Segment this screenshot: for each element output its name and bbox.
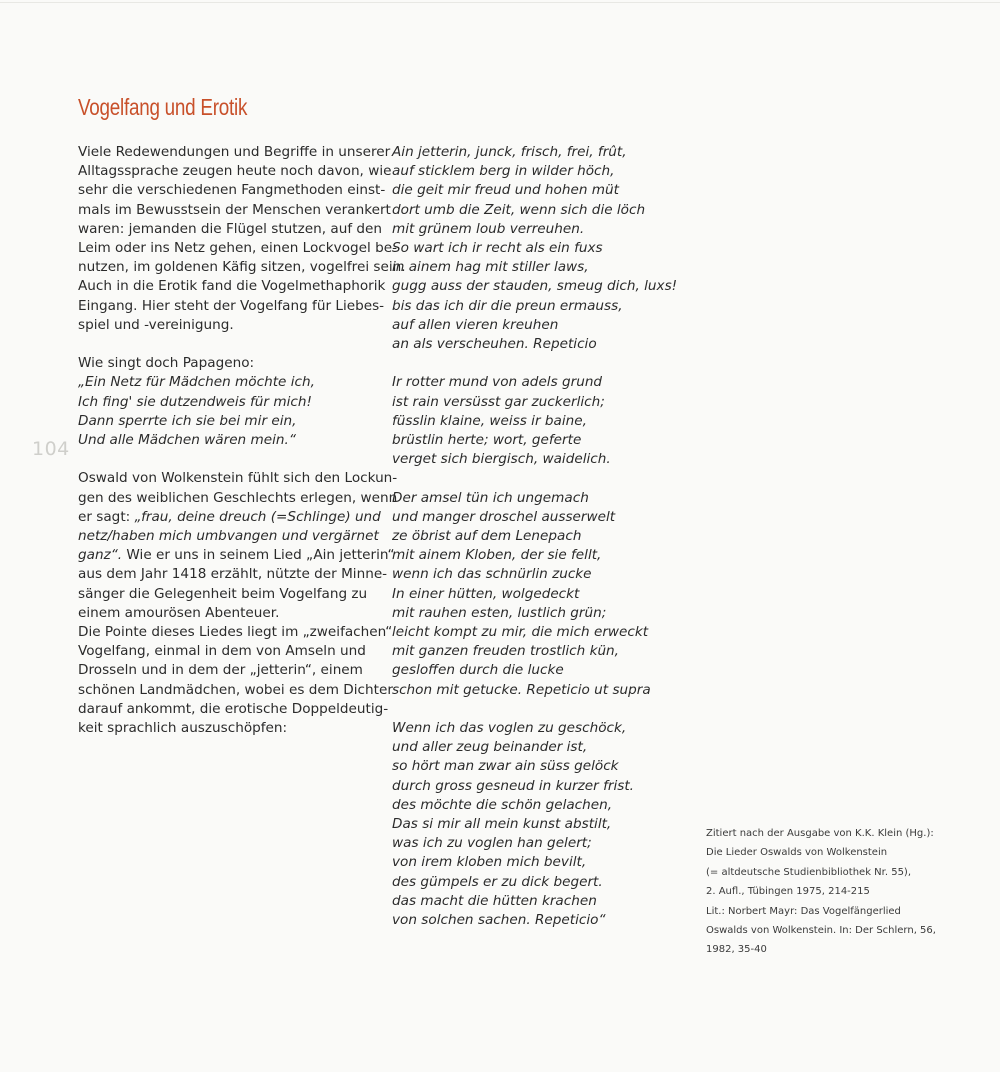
quote-run: ganz“. bbox=[78, 547, 123, 564]
poem-line: brüstlin herte; wort, geferte bbox=[392, 432, 582, 449]
text-line: Oswald von Wolkenstein fühlt sich den Lockun- bbox=[78, 470, 398, 487]
citation-line: Oswalds von Wolkenstein. In: Der Schlern, 56, bbox=[706, 925, 936, 937]
quote-run: „frau, deine dreuch (=Schlinge) und bbox=[134, 508, 381, 525]
text-run: Wie er uns in seinem Lied „Ain jetterin“ bbox=[122, 547, 395, 564]
poem-line: verget sich biergisch, waidelich. bbox=[392, 451, 611, 468]
poem-line: mit ganzen freuden trostlich kün, bbox=[392, 643, 619, 660]
poem-line: gugg auss der stauden, smeug dich, luxs! bbox=[392, 278, 678, 295]
poem-line: auf allen vieren kreuhen bbox=[392, 316, 559, 333]
poem-line: in ainem hag mit stiller laws, bbox=[392, 259, 589, 276]
poem-line: und manger droschel ausserwelt bbox=[392, 508, 616, 525]
text-line: spiel und -vereinigung. bbox=[78, 316, 234, 333]
poem-line: Der amsel tün ich ungemach bbox=[392, 489, 589, 506]
poem-line: füsslin klaine, weiss ir baine, bbox=[392, 412, 587, 429]
poem-line: an als verscheuhen. Repeticio bbox=[392, 336, 597, 353]
poem-line: ze öbrist auf dem Lenepach bbox=[392, 528, 582, 545]
quote-line: netz/haben mich umbvangen und vergärnet bbox=[78, 528, 379, 545]
poem-line: und aller zeug beinander ist, bbox=[392, 739, 588, 756]
text-line: schönen Landmädchen, wobei es dem Dichter bbox=[78, 681, 393, 698]
poem-line: So wart ich ir recht als ein fuxs bbox=[392, 240, 603, 257]
text-line: sehr die verschiedenen Fangmethoden einst- bbox=[78, 182, 386, 199]
poem-line: was ich zu voglen han gelert; bbox=[392, 835, 592, 852]
poem-stanza bbox=[392, 719, 662, 930]
wolkenstein-paragraph bbox=[78, 469, 398, 738]
poem-line: Das si mir all mein kunst abstilt, bbox=[392, 816, 612, 833]
text-line: darauf ankommt, die erotische Doppeldeutig- bbox=[78, 700, 389, 717]
text-line: Alltagssprache zeugen heute noch davon, wie bbox=[78, 163, 392, 180]
citation-line: Lit.: Norbert Mayr: Das Vogelfängerlied bbox=[706, 905, 901, 917]
quote-line: „Ein Netz für Mädchen möchte ich, bbox=[78, 374, 315, 391]
poem-line: mit rauhen esten, lustlich grün; bbox=[392, 604, 607, 621]
citation-line: 2. Aufl., Tübingen 1975, 214-215 bbox=[706, 886, 870, 898]
papageno-intro: Wie singt doch Papageno: bbox=[78, 355, 255, 372]
poem-line: ist rain versüsst gar zuckerlich; bbox=[392, 393, 605, 410]
poem-line: durch gross gesneud in kurzer frist. bbox=[392, 777, 634, 794]
poem-line: des möchte die schön gelachen, bbox=[392, 796, 613, 813]
poem-line: auf sticklem berg in wilder höch, bbox=[392, 163, 615, 180]
poem-line: das macht die hütten krachen bbox=[392, 892, 597, 909]
text-line: Viele Redewendungen und Begriffe in unserer bbox=[78, 144, 391, 160]
poem-line: wenn ich das schnürlin zucke bbox=[392, 566, 592, 583]
poem-line: schon mit getucke. Repeticio ut supra bbox=[392, 681, 651, 698]
intro-paragraph bbox=[78, 143, 406, 335]
text-line: keit sprachlich auszuschöpfen: bbox=[78, 720, 288, 737]
poem-line: die geit mir freud und hohen müt bbox=[392, 182, 619, 199]
citation-line: 1982, 35-40 bbox=[706, 944, 767, 956]
citation-note bbox=[706, 824, 986, 960]
poem-line: dort umb die Zeit, wenn sich die löch bbox=[392, 201, 646, 218]
text-line: Drosseln und in dem der „jetterin“, einem bbox=[78, 662, 363, 679]
text-line: waren: jemanden die Flügel stutzen, auf den bbox=[78, 220, 383, 237]
text-run: er sagt: bbox=[78, 508, 135, 525]
poem-line: leicht kompt zu mir, die mich erweckt bbox=[392, 624, 649, 641]
text-line: gen des weiblichen Geschlechts erlegen, wenn bbox=[78, 489, 398, 506]
poem-stanza bbox=[392, 489, 662, 700]
poem-line: so hört man zwar ain süss gelöck bbox=[392, 758, 619, 775]
poem-line: Ir rotter mund von adels grund bbox=[392, 374, 603, 391]
poem-stanza bbox=[392, 373, 662, 469]
body-text-column bbox=[78, 143, 406, 738]
text-line: sänger die Gelegenheit beim Vogelfang zu bbox=[78, 585, 368, 602]
poem-line: Ain jetterin, junck, frisch, frei, frût, bbox=[392, 144, 627, 160]
section-heading: Vogelfang und Erotik bbox=[78, 94, 248, 120]
quote-line: Und alle Mädchen wären mein.“ bbox=[78, 432, 296, 449]
text-line: Die Pointe dieses Liedes liegt im „zweifachen“ bbox=[78, 624, 393, 641]
text-line: einem amourösen Abenteuer. bbox=[78, 604, 280, 621]
poem-line: von solchen sachen. Repeticio“ bbox=[392, 912, 606, 929]
page-number: 104 bbox=[32, 438, 70, 460]
text-line bbox=[78, 508, 388, 527]
poem-line: gesloffen durch die lucke bbox=[392, 662, 564, 679]
poem-line: des gümpels er zu dick begert. bbox=[392, 873, 603, 890]
text-line: nutzen, im goldenen Käfig sitzen, vogelfrei sein. bbox=[78, 259, 406, 276]
poem-line: mit ainem Kloben, der sie fellt, bbox=[392, 547, 602, 564]
text-line: Eingang. Hier steht der Vogelfang für Liebes- bbox=[78, 297, 385, 314]
poem-line: bis das ich dir die preun ermauss, bbox=[392, 297, 623, 314]
citation-line: Zitiert nach der Ausgabe von K.K. Klein (Hg.): bbox=[706, 828, 934, 839]
quote-line: Ich fing' sie dutzendweis für mich! bbox=[78, 393, 312, 410]
poem-line: Wenn ich das voglen zu geschöck, bbox=[392, 720, 627, 737]
papageno-paragraph bbox=[78, 354, 388, 450]
text-line: Vogelfang, einmal in dem von Amseln und bbox=[78, 643, 366, 660]
text-line: aus dem Jahr 1418 erzählt, nützte der Minne- bbox=[78, 566, 388, 583]
poem-column bbox=[392, 143, 678, 930]
quote-line: Dann sperrte ich sie bei mir ein, bbox=[78, 412, 297, 429]
text-line bbox=[78, 546, 395, 565]
text-line: Auch in die Erotik fand die Vogelmethaphorik bbox=[78, 278, 386, 295]
citation-line: (= altdeutsche Studienbibliothek Nr. 55), bbox=[706, 866, 912, 878]
top-edge-rule bbox=[0, 2, 1000, 3]
text-line: Leim oder ins Netz gehen, einen Lockvogel be- bbox=[78, 240, 398, 257]
poem-line: In einer hütten, wolgedeckt bbox=[392, 585, 580, 602]
citation-line: Die Lieder Oswalds von Wolkenstein bbox=[706, 847, 888, 859]
text-line: mals im Bewusstsein der Menschen verankert bbox=[78, 201, 391, 218]
poem-line: mit grünem loub verreuhen. bbox=[392, 220, 585, 237]
poem-line: von irem kloben mich bevilt, bbox=[392, 854, 587, 871]
poem-stanza bbox=[392, 143, 678, 354]
